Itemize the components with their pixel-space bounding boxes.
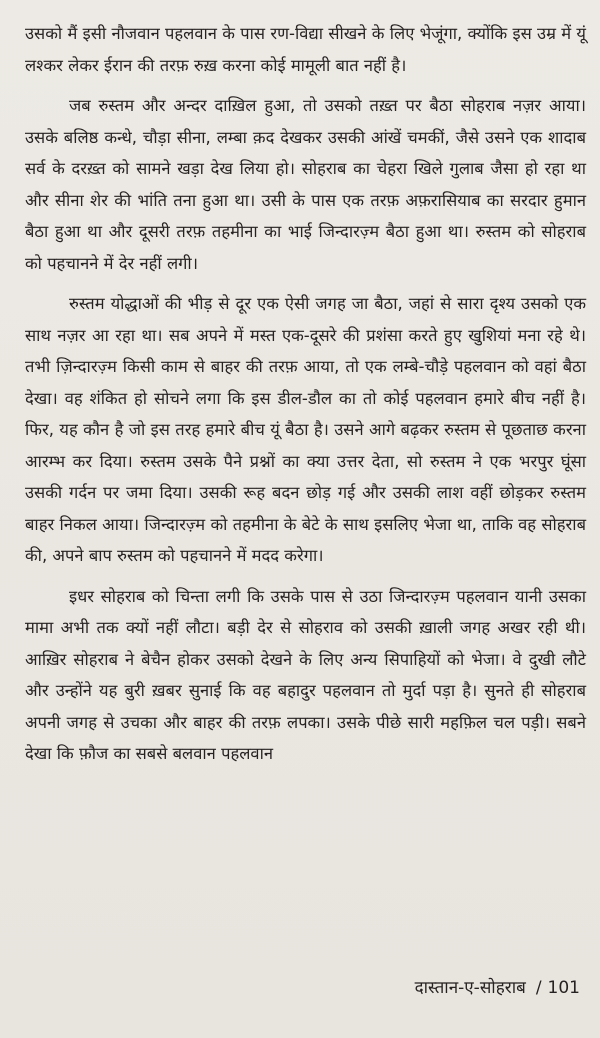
page-number: 101	[547, 978, 580, 998]
paragraph-sohrab-worries: इधर सोहराब को चिन्ता लगी कि उसके पास से उठा जिन्दारज़्म पहलवान यानी उसका मामा अभी तक क्यों नहीं लौटा। बड़ी देर से सोहराव को उसकी ख़ाली जगह अखर रही थी। आख़िर सोहराब ने बेचैन होकर उसको देखने के लिए अन्य सिपाहियों को भेजा। वे दुखी लौटे और उन्होंने यह बुरी ख़बर सुनाई कि वह बहादुर पहलवान तो मुर्दा पड़ा है। सुनते ही सोहराब अपनी जगह से उचका और बाहर की तरफ़ लपका। उसके पीछे सारी महफ़िल चल पड़ी। सबने देखा कि फ़ौज का सबसे बलवान पहलवान	[25, 586, 586, 763]
footer-separator: /	[535, 978, 542, 998]
page-footer	[415, 976, 580, 1000]
paragraph-rustam-sits: रुस्तम योद्धाओं की भीड़ से दूर एक ऐसी जगह जा बैठा, जहां से सारा दृश्य उसको एक साथ नज़र आ रहा था। सब अपने में मस्त एक-दूसरे की प्रशंसा करते हुए खुशियां मना रहे थे। तभी ज़िन्दारज़्म किसी काम से बाहर की तरफ़ आया, तो एक लम्बे-चौड़े पहलवान को वहां बैठा देखा। वह शंकित हो सोचने लगा कि इस डील-डौल का तो कोई पहलवान हमारे बीच नहीं है। फिर, यह कौन है जो इस तरह हमारे बीच यूं बैठा है। उसने आगे बढ़कर रुस्तम से पूछताछ करना आरम्भ कर दिया। रुस्तम उसके पैने प्रश्नों का क्या उत्तर देता, सो रुस्तम ने एक भरपुर घूंसा उसकी गर्दन पर जमा दिया। उसकी रूह बदन छोड़ गई और उसकी लाश वहीं छोड़कर रुस्तम बाहर निकल आया। जिन्दारज़्म को तहमीना के बेटे के साथ इसलिए भेजा था, ताकि वह सोहराब की, अपने बाप रुस्तम को पहचानने में मदद करेगा।	[25, 294, 586, 565]
paragraph-rustam-enters: जब रुस्तम और अन्दर दाख़िल हुआ, तो उसको तख़्त पर बैठा सोहराब नज़र आया। उसके बलिष्ठ कन्धे, चौड़ा सीना, लम्बा क़द देखकर उसकी आंखें चमकीं, जैसे उसने एक शादाब सर्व के दरख़्त को सामने खड़ा देख लिया हो। सोहराब का चेहरा खिले गुलाब जैसा हो रहा था और सीना शेर की भांति तना हुआ था। उसी के पास एक तरफ़ अफ़रासियाब का सरदार हुमान बैठा हुआ था और दूसरी तरफ़ तहमीना का भाई जिन्दारज़्म बैठा हुआ था। रुस्तम को सोहराब को पहचानने में देर नहीं लगी।	[25, 96, 586, 273]
paragraph-continued: उसको मैं इसी नौजवान पहलवान के पास रण-विद्या सीखने के लिए भेजूंगा, क्योंकि इस उम्र में यूं लश्कर लेकर ईरान की तरफ़ रुख़ करना कोई मामूली बात नहीं है।	[25, 24, 586, 75]
running-title: दास्तान-ए-सोहराब	[414, 978, 526, 998]
